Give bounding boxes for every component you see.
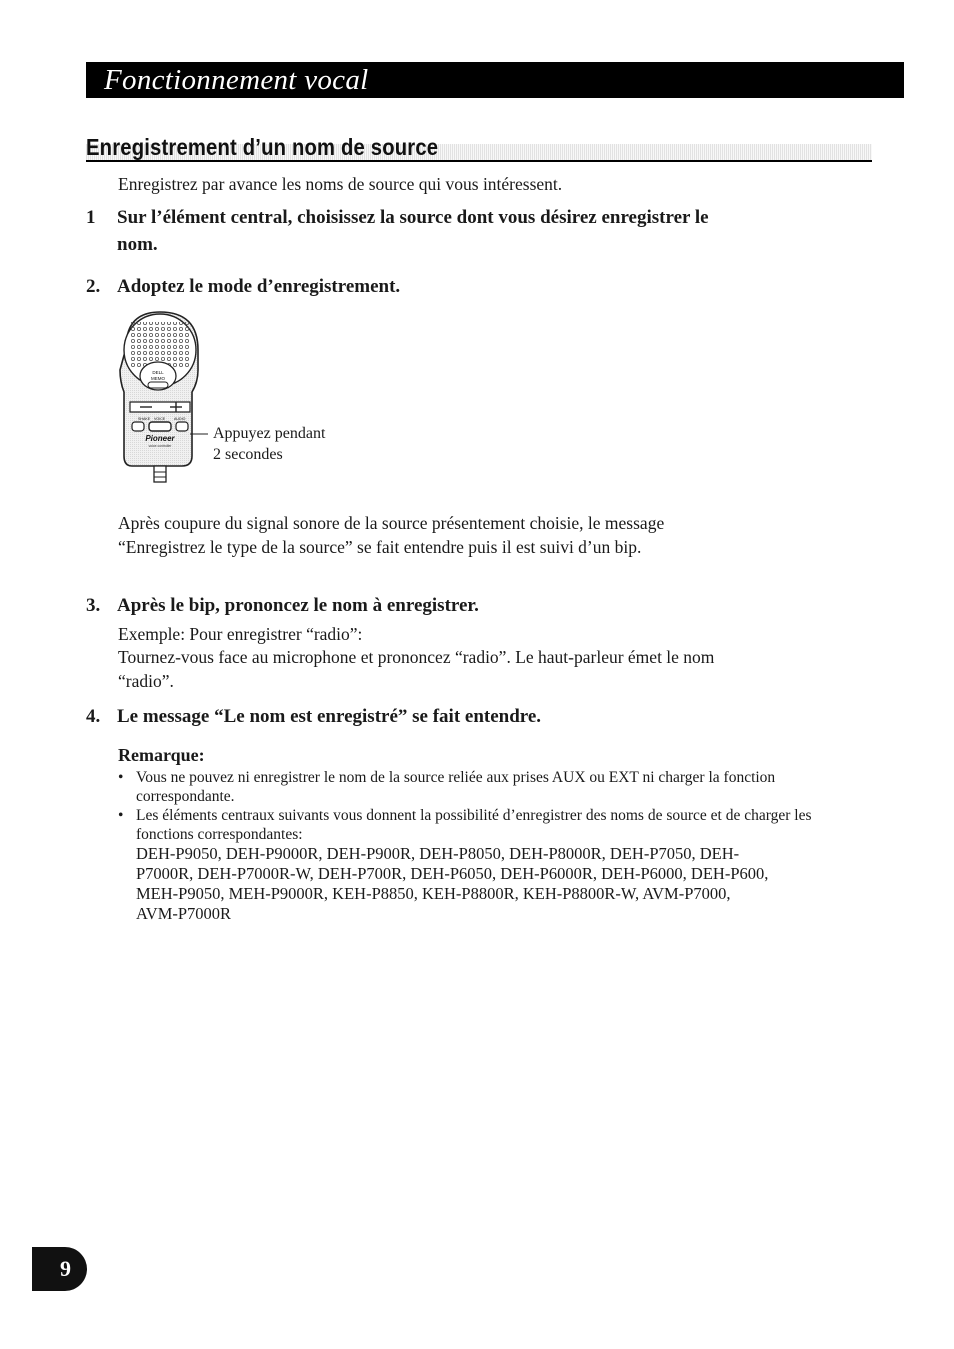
model-list-line-4: AVM-P7000R (136, 904, 232, 923)
mic-button-shake: SHAKE (138, 417, 151, 421)
section-title: Enregistrement d’un nom de source (86, 134, 439, 160)
callout-line-1: Appuyez pendant (213, 425, 326, 442)
model-list-line-2: P7000R, DEH-P7000R-W, DEH-P700R, DEH-P6050, DEH-P6000R, DEH-P6000, DEH-P600, (136, 864, 769, 883)
chapter-title: Fonctionnement vocal (104, 63, 369, 96)
step-1-line2: nom. (117, 234, 158, 255)
callout-line-2: 2 secondes (213, 446, 283, 463)
after-figure-line-2: “Enregistrez le type de la source” se fait entendre puis il est suivi d’un bip. (118, 537, 642, 557)
page-number-tab (32, 1247, 87, 1291)
model-list (136, 844, 838, 924)
mic-button-memo: MEMO (151, 376, 165, 381)
step-2-text: Adoptez le mode d’enregistrement. (117, 276, 401, 297)
mic-button-voice: VOICE (154, 417, 166, 421)
remarque-notes (118, 768, 838, 924)
step-3-text: Après le bip, prononcez le nom à enregistrer. (117, 595, 479, 616)
remarque-heading: Remarque: (118, 745, 205, 765)
note-2 (118, 806, 838, 924)
model-list-line-1: DEH-P9050, DEH-P9000R, DEH-P900R, DEH-P8050, DEH-P8000R, DEH-P7050, DEH- (136, 844, 740, 863)
note-2-text: Les éléments centraux suivants vous donnent la possibilité d’enregistrer des noms de source et de charger les fonctions correspondantes: (136, 807, 812, 843)
step-3-number: 3. (86, 595, 101, 616)
note-1-text: Vous ne pouvez ni enregistrer le nom de la source reliée aux prises AUX ou EXT ni charger la fonction correspondante. (136, 769, 776, 805)
step-2-number: 2. (86, 276, 101, 297)
section-header (86, 134, 872, 164)
mic-button-audio: AUDIO (174, 417, 186, 421)
note-1 (118, 768, 838, 806)
mic-subtitle: voice controller (148, 444, 172, 448)
page-number: 9 (60, 1256, 71, 1281)
step-3-instruction-end: “radio”. (118, 671, 174, 691)
step-3-example: Exemple: Pour enregistrer “radio”: (118, 624, 363, 644)
step-1-line1: Sur l’élément central, choisissez la source dont vous désirez enregistrer le (117, 207, 709, 228)
step-1-number: 1 (86, 207, 96, 228)
figure-callout (213, 423, 325, 465)
mic-button-dell: DELL (152, 370, 164, 375)
bullet-icon: • (118, 807, 124, 824)
chapter-banner (86, 62, 904, 98)
mic-brand-logo: Pioneer (145, 434, 175, 443)
after-figure-line-1: Après coupure du signal sonore de la source présentement choisie, le message (118, 513, 665, 533)
bullet-icon: • (118, 769, 124, 786)
step-4-number: 4. (86, 706, 101, 727)
step-3-instruction: Tournez-vous face au microphone et prononcez “radio”. Le haut-parleur émet le nom (118, 647, 715, 667)
intro-text: Enregistrez par avance les noms de source qui vous intéressent. (118, 174, 563, 194)
step-4-text: Le message “Le nom est enregistré” se fait entendre. (117, 706, 542, 727)
voice-controller-illustration (118, 308, 208, 486)
model-list-line-3: MEH-P9050, MEH-P9000R, KEH-P8850, KEH-P8800R, KEH-P8800R-W, AVM-P7000, (136, 884, 731, 903)
